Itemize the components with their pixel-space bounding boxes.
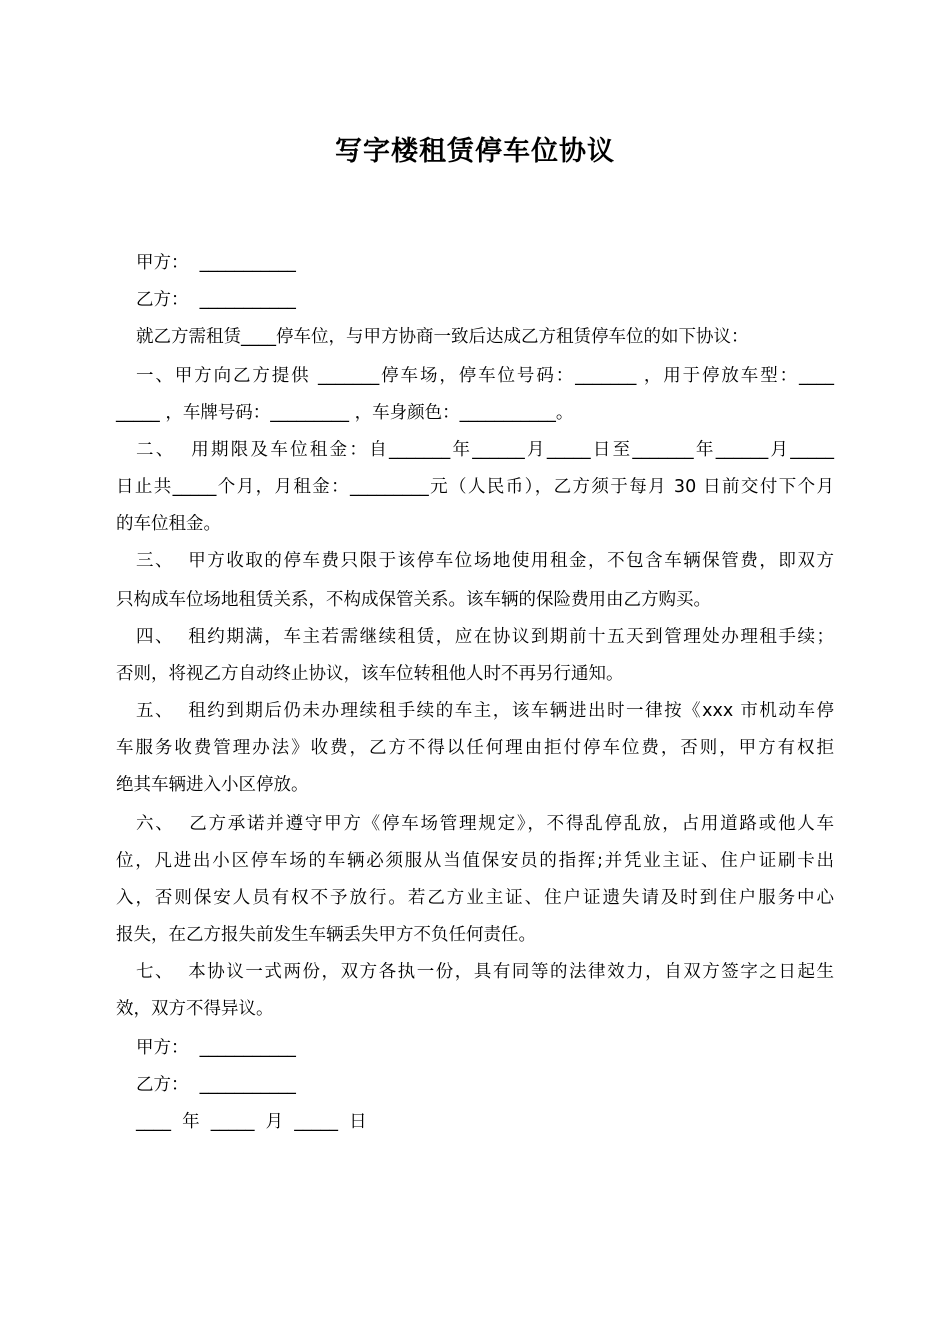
clause-4-line-2: 否则，将视乙方自动终止协议，该车位转租他人时不再另行通知。 bbox=[116, 664, 624, 684]
signature-date: ____ 年 _____ 月 _____ 日 bbox=[136, 1112, 367, 1132]
clause-6-line-1: 六、 乙方承诺并遵守甲方《停车场管理规定》，不得乱停乱放，占用道路或他人车 bbox=[136, 814, 834, 834]
clause-5-line-3: 绝其车辆进入小区停放。 bbox=[116, 775, 309, 795]
signature-party-b: 乙方： ___________ bbox=[136, 1075, 296, 1095]
clause-3-line-2: 只构成车位场地租赁关系，不构成保管关系。该车辆的保险费用由乙方购买。 bbox=[116, 590, 711, 610]
clause-6-line-3: 入，否则保安人员有权不予放行。若乙方业主证、住户证遗失请及时到住户服务中心 bbox=[116, 888, 834, 908]
clause-6-line-2: 位，凡进出小区停车场的车辆必须服从当值保安员的指挥;并凭业主证、住户证刷卡出 bbox=[116, 851, 834, 871]
party-a-line: 甲方： ___________ bbox=[136, 253, 296, 273]
clause-7-line-2: 效，双方不得异议。 bbox=[116, 999, 274, 1019]
clause-2-line-3: 的车位租金。 bbox=[116, 514, 221, 534]
clause-4-line-1: 四、 租约期满，车主若需继续租赁，应在协议到期前十五天到管理处办理租手续； bbox=[136, 627, 834, 647]
clause-2-line-2: 日止共_____个月，月租金：_________元（人民币），乙方须于每月 30 日前交付下个月 bbox=[116, 477, 834, 497]
clause-5-line-2: 车服务收费管理办法》收费，乙方不得以任何理由拒付停车位费，否则，甲方有权拒 bbox=[116, 738, 834, 758]
clause-7-line-1: 七、 本协议一式两份，双方各执一份，具有同等的法律效力，自双方签字之日起生 bbox=[136, 962, 834, 982]
document-title: 写字楼租赁停车位协议 bbox=[335, 136, 615, 167]
clause-6-line-4: 报失，在乙方报失前发生车辆丢失甲方不负任何责任。 bbox=[116, 925, 536, 945]
clause-5-line-1: 五、 租约到期后仍未办理续租手续的车主，该车辆进出时一律按《xxx 市机动车停 bbox=[136, 701, 834, 721]
clause-1-line-1: 一、甲方向乙方提供 _______停车场，停车位号码：_______ ，用于停放车型：____ bbox=[136, 366, 834, 386]
clause-1-line-2: _____ ，车牌号码：_________ ，车身颜色：___________。 bbox=[116, 403, 574, 423]
clause-2-line-1: 二、 用期限及车位租金：自_______年______月_____日至_______年______月_____ bbox=[136, 440, 834, 460]
party-b-line: 乙方： ___________ bbox=[136, 290, 296, 310]
signature-party-a: 甲方： ___________ bbox=[136, 1038, 296, 1058]
clause-3-line-1: 三、 甲方收取的停车费只限于该停车位场地使用租金，不包含车辆保管费，即双方 bbox=[136, 551, 834, 571]
preamble-line: 就乙方需租赁____停车位，与甲方协商一致后达成乙方租赁停车位的如下协议： bbox=[136, 327, 749, 347]
